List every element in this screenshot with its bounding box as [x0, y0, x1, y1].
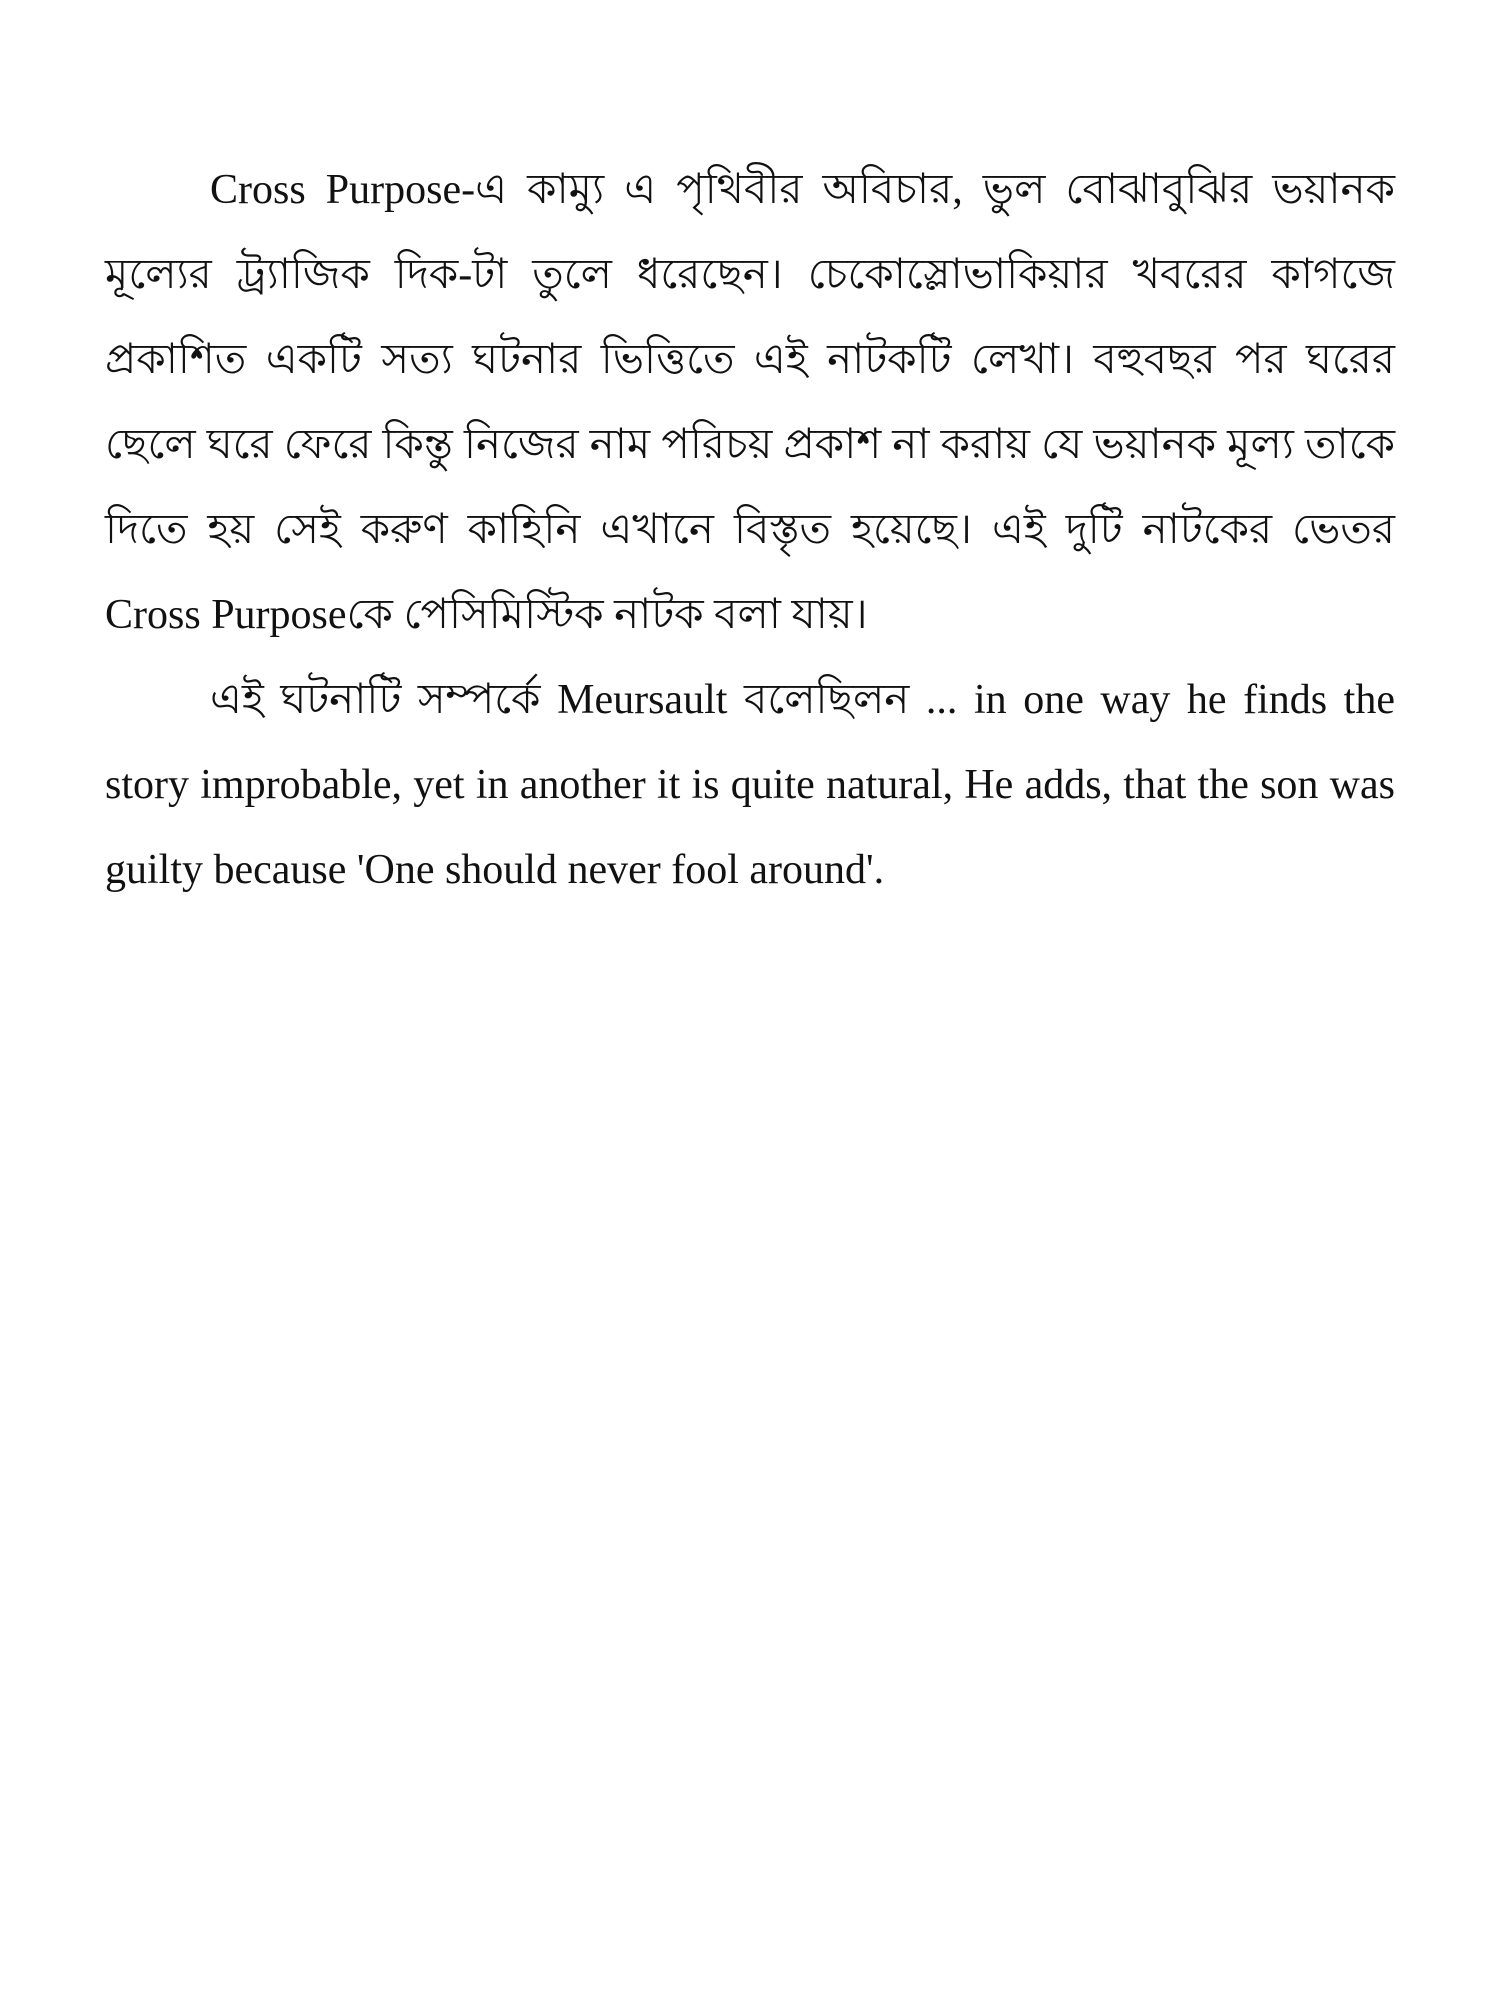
body-text — [105, 148, 1395, 913]
paragraph-2: এই ঘটনাটি সম্পর্কে Meursault বলেছিলন ... in one way he finds the story improbable, yet in another it is quite natural, He adds, that the son was guilty because 'One should never fool around'. — [105, 677, 1395, 893]
paragraph-1: Cross Purpose-এ কাম্যু এ পৃথিবীর অবিচার, ভুল বোঝাবুঝির ভয়ানক মূল্যের ট্র্যাজিক দিক-টা তুলে ধরেছেন। চেকোস্লোভাকিয়ার খবরের কাগজে প্রকাশিত একটি সত্য ঘটনার ভিত্তিতে এই নাটকটি লেখা। বহুবছর পর ঘরের ছেলে ঘরে ফেরে কিন্তু নিজের নাম পরিচয় প্রকাশ না করায় যে ভয়ানক মূল্য তাকে দিতে হয় সেই করুণ কাহিনি এখানে বিস্তৃত হয়েছে। এই দুটি নাটকের ভেতর Cross Purposeকে পেসিমিস্টিক নাটক বলা যায়। — [105, 167, 1395, 638]
